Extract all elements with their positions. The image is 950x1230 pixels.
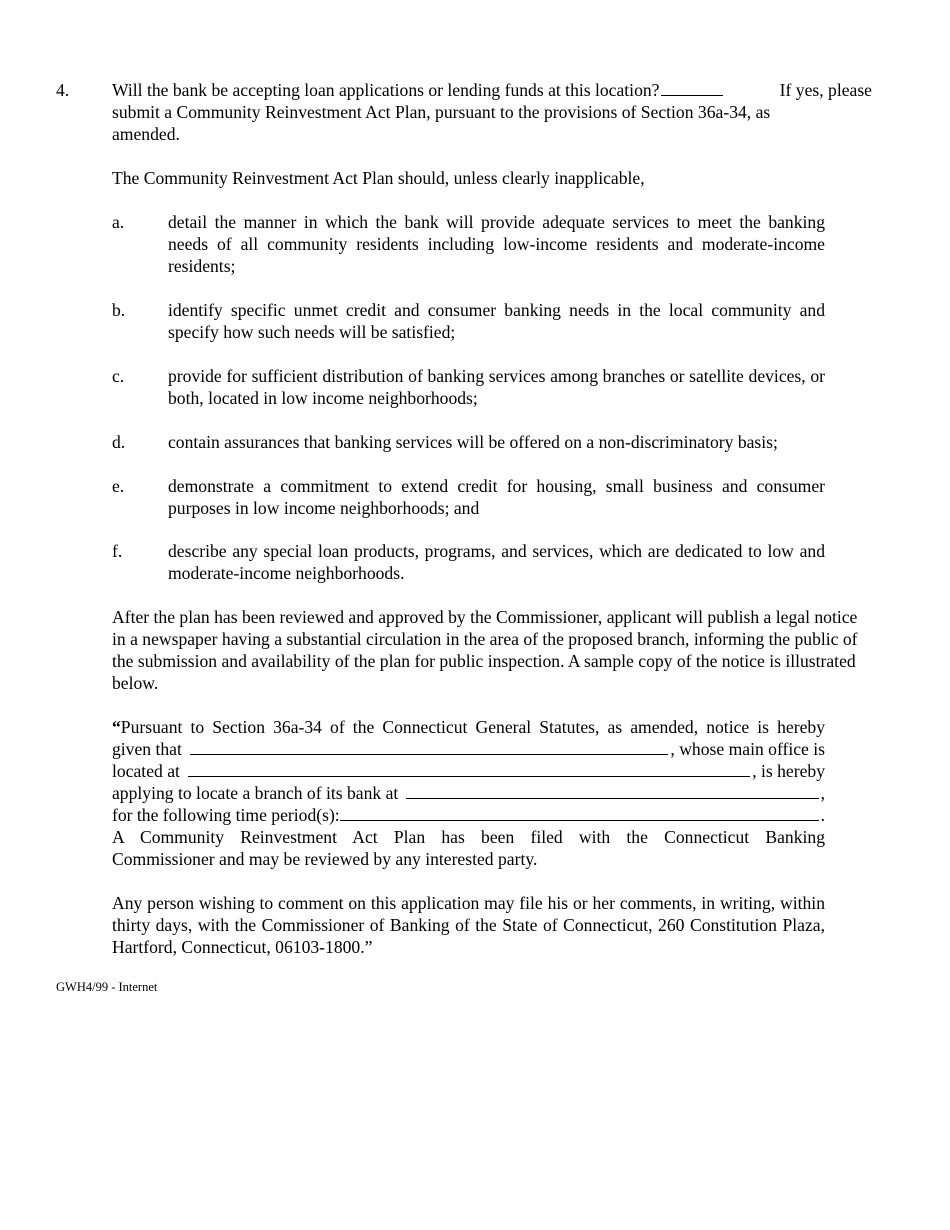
notice-line-1 [112, 716, 825, 738]
plan-item-letter: a. [112, 212, 125, 232]
located-at-label: located at [112, 761, 180, 781]
comma-mark: , [820, 783, 825, 803]
main-office-address-blank[interactable] [188, 760, 750, 777]
open-quote: “ [112, 717, 121, 737]
notice-line-2 [112, 738, 825, 760]
notice-line-5 [112, 804, 825, 826]
plan-item-text: identify specific unmet credit and consumer banking needs in the local community and specify how such needs will be satisfied; [168, 300, 825, 342]
question-if-yes: If yes, please [779, 80, 872, 100]
plan-item-text: demonstrate a commitment to extend credit for housing, small business and consumer purposes in low income neighborhoods; and [168, 476, 825, 518]
notice-line-3 [112, 760, 825, 782]
question-number: 4. [56, 80, 70, 100]
plan-item-text: contain assurances that banking services will be offered on a non-discriminatory basis; [168, 432, 778, 452]
question-line-2: submit a Community Reinvestment Act Plan, pursuant to the provisions of Section 36a-34, as [112, 102, 771, 122]
question-line-1 [112, 79, 872, 101]
plan-item-letter: e. [112, 476, 125, 496]
footer-code: GWH4/99 - Internet [56, 980, 158, 994]
notice-line-4 [112, 782, 825, 804]
is-hereby-label: , is hereby [752, 761, 825, 781]
bank-name-blank[interactable] [190, 738, 669, 755]
whose-office-label: , whose main office is [670, 739, 825, 759]
question-4 [112, 79, 872, 145]
answer-blank[interactable] [661, 79, 723, 96]
plan-item-text: provide for sufficient distribution of banking services among branches or satellite devices, or both, located in low income neighborhoods; [168, 366, 825, 408]
plan-item-letter: b. [112, 300, 126, 320]
plan-item-text: describe any special loan products, programs, and services, which are dedicated to low and moderate-income neighborhoods. [168, 541, 825, 583]
plan-item-letter: d. [112, 432, 126, 452]
given-that-label: given that [112, 739, 182, 759]
period-mark: . [820, 805, 825, 825]
question-text: Will the bank be accepting loan applications or lending funds at this location? [112, 80, 660, 100]
branch-address-blank[interactable] [406, 782, 818, 799]
question-line-3: amended. [112, 124, 180, 144]
plan-item-letter: c. [112, 366, 125, 386]
notice-filed-line-2: Commissioner and may be reviewed by any interested party. [112, 849, 538, 869]
sample-notice [112, 716, 825, 870]
plan-item-text: detail the manner in which the bank will provide adequate services to meet the banking needs of all community residents including low-income residents and moderate-income residents; [168, 212, 825, 276]
plan-item-letter: f. [112, 541, 123, 561]
notice-intro-text: Pursuant to Section 36a-34 of the Connecticut General Statutes, as amended, notice is hereby [120, 717, 825, 737]
plan-intro: The Community Reinvestment Act Plan should, unless clearly inapplicable, [112, 168, 645, 188]
after-approval-paragraph: After the plan has been reviewed and approved by the Commissioner, applicant will publish a legal notice in a newspaper having a substantial circulation in the area of the proposed branch, informing the public of the submission and availability of the plan for public inspection. A sample copy of the notice is illustrated below. [112, 607, 858, 693]
comment-paragraph: Any person wishing to comment on this application may file his or her comments, in writing, within thirty days, with the Commissioner of Banking of the State of Connecticut, 260 Constitution Plaza, Hartford, Connecticut, 06103-1800.” [112, 893, 825, 957]
notice-filed-line-1: A Community Reinvestment Act Plan has been filed with the Connecticut Banking [112, 827, 825, 847]
time-period-blank[interactable] [340, 804, 819, 821]
applying-label: applying to locate a branch of its bank at [112, 783, 399, 803]
time-period-label: for the following time period(s): [112, 805, 340, 825]
